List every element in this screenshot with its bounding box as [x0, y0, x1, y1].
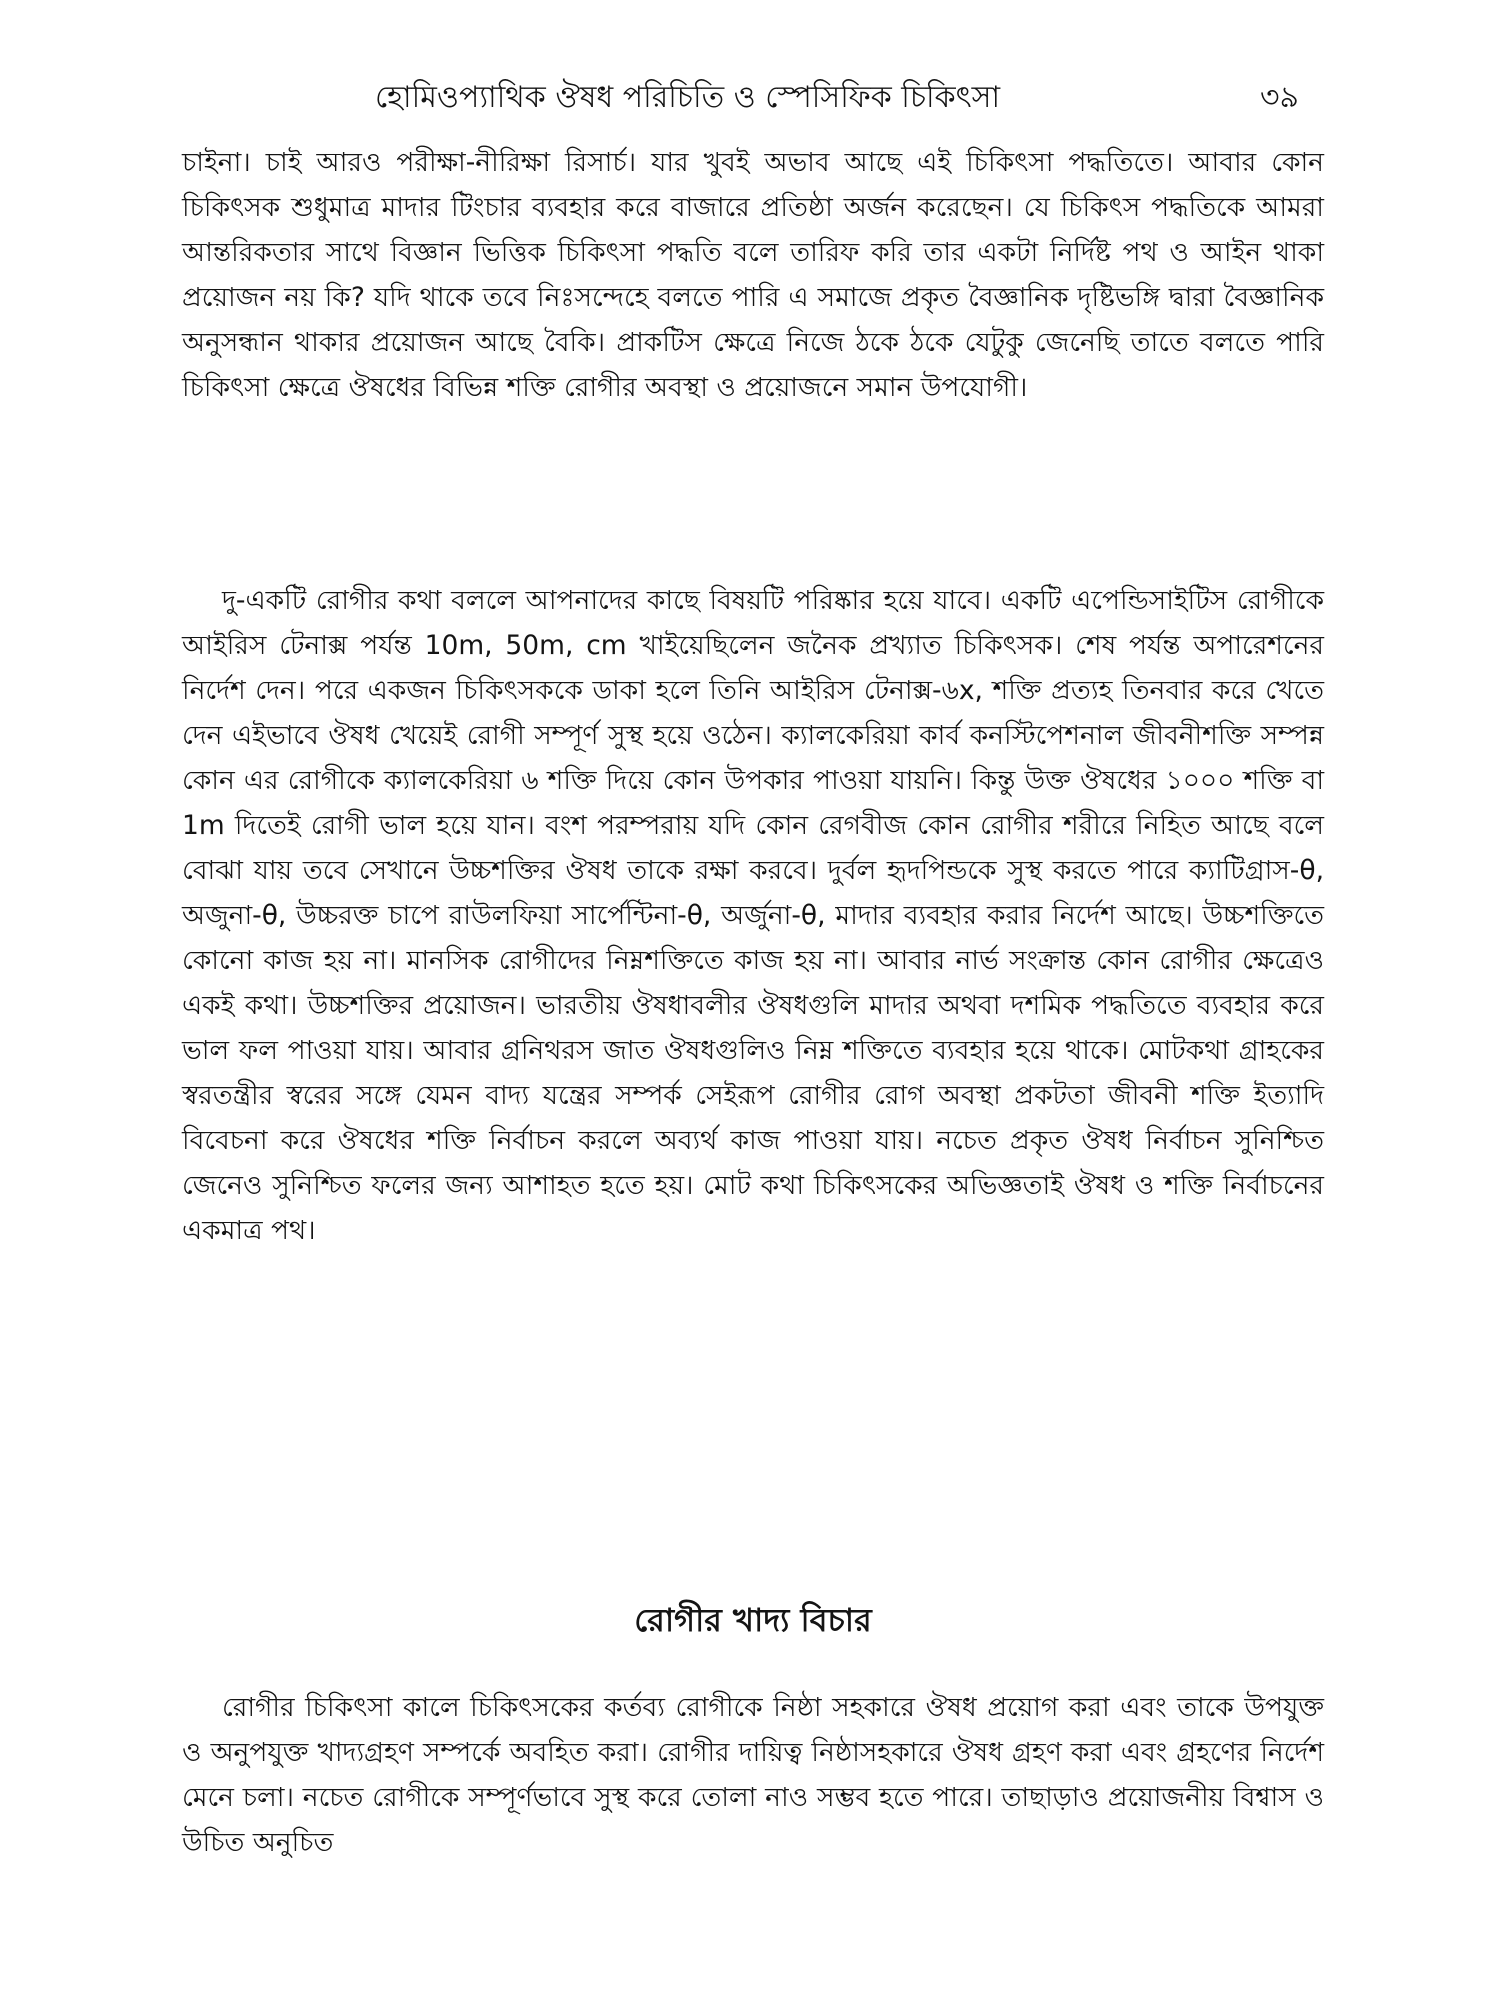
paragraph-2: দু-একটি রোগীর কথা বললে আপনাদের কাছে বিষয়টি পরিষ্কার হয়ে যাবে। একটি এপেন্ডিসাইটিস রোগীকে আইরিস টেনাক্স পর্যন্ত 10m, 50m, cm খাইয়েছিলেন জনৈক প্রখ্যাত চিকিৎসক। শেষ পর্যন্ত অপারেশনের নির্দেশ দেন। পরে একজন চিকিৎসককে ডাকা হলে তিনি আইরিস টেনাক্স-৬x, শক্তি প্রত্যহ তিনবার করে খেতে দেন এইভাবে ঔষধ খেয়েই রোগী সম্পূর্ণ সুস্থ হয়ে ওঠেন। ক্যালকেরিয়া কার্ব কনস্টিপেশনাল জীবনীশক্তি সম্পন্ন কোন এর রোগীকে ক্যালকেরিয়া ৬ শক্তি দিয়ে কোন উপকার পাওয়া যায়নি। কিন্তু উক্ত ঔষধের ১০০০ শক্তি বা 1m দিতেই রোগী ভাল হয়ে যান। বংশ পরম্পরায় যদি কোন রেগবীজ কোন রোগীর শরীরে নিহিত আছে বলে বোঝা যায় তবে সেখানে উচ্চশক্তির ঔষধ তাকে রক্ষা করবে। দুর্বল হৃদপিন্ডকে সুস্থ করতে পারে ক্যাটিগ্রাস-θ, অজুনা-θ, উচ্চরক্ত চাপে রাউলফিয়া সার্পেন্টিনা-θ, অর্জুনা-θ, মাদার ব্যবহার করার নির্দেশ আছে। উচ্চশক্তিতে কোনো কাজ হয় না। মানসিক রোগীদের নিম্নশক্তিতে কাজ হয় না। আবার নার্ভ সংক্রান্ত কোন রোগীর ক্ষেত্রেও একই কথা। উচ্চশক্তির প্রয়োজন। ভারতীয় ঔষধাবলীর ঔষধগুলি মাদার অথবা দশমিক পদ্ধতিতে ব্যবহার করে ভাল ফল পাওয়া যায়। আবার গ্রনিথরস জাত ঔষধগুলিও নিম্ন শক্তিতে ব্যবহার হয়ে থাকে। মোটকথা গ্রাহকের স্বরতন্ত্রীর স্বরের সঙ্গে যেমন বাদ্য যন্ত্রের সম্পর্ক সেইরূপ রোগীর রোগ অবস্থা প্রকটতা জীবনী শক্তি ইত্যাদি বিবেচনা করে ঔষধের শক্তি নির্বাচন করলে অব্যর্থ কাজ পাওয়া যায়। নচেত প্রকৃত ঔষধ নির্বাচন সুনিশ্চিত জেনেও সুনিশ্চিত ফলের জন্য আশাহত হতে হয়। মোট কথা চিকিৎসকের অভিজ্ঞতাই ঔষধ ও শক্তি নির্বাচনের একমাত্র পথ। [182, 585, 1324, 1246]
paragraph-1: চাইনা। চাই আরও পরীক্ষা-নীরিক্ষা রিসার্চ। যার খুবই অভাব আছে এই চিকিৎসা পদ্ধতিতে। আবার কোন চিকিৎসক শুধুমাত্র মাদার টিংচার ব্যবহার করে বাজারে প্রতিষ্ঠা অর্জন করেছেন। যে চিকিৎস পদ্ধতিকে আমরা আন্তরিকতার সাথে বিজ্ঞান ভিত্তিক চিকিৎসা পদ্ধতি বলে তারিফ করি তার একটা নির্দিষ্ট পথ ও আইন থাকা প্রয়োজন নয় কি? যদি থাকে তবে নিঃসন্দেহে বলতে পারি এ সমাজে প্রকৃত বৈজ্ঞানিক দৃষ্টিভঙ্গি দ্বারা বৈজ্ঞানিক অনুসন্ধান থাকার প্রয়োজন আছে বৈকি। প্রাকটিস ক্ষেত্রে নিজে ঠকে ঠকে যেটুকু জেনেছি তাতে বলতে পারি চিকিৎসা ক্ষেত্রে ঔষধের বিভিন্ন শক্তি রোগীর অবস্থা ও প্রয়োজনে সমান উপযোগী। [182, 147, 1324, 403]
page-number: ৩৯ [1260, 80, 1299, 115]
running-header: হোমিওপ্যাথিক ঔষধ পরিচিতি ও স্পেসিফিক চিকিৎসা [375, 80, 1001, 115]
section-paragraph: রোগীর চিকিৎসা কালে চিকিৎসকের কর্তব্য রোগীকে নিষ্ঠা সহকারে ঔষধ প্রয়োগ করা এবং তাকে উপযুক্ত ও অনুপযুক্ত খাদ্যগ্রহণ সম্পর্কে অবহিত করা। রোগীর দায়িত্ব নিষ্ঠাসহকারে ঔষধ গ্রহণ করা এবং গ্রহণের নির্দেশ মেনে চলা। নচেত রোগীকে সম্পূর্ণভাবে সুস্থ করে তোলা নাও সম্ভব হতে পারে। তাছাড়াও প্রয়োজনীয় বিশ্বাস ও উচিত অনুচিত [182, 1692, 1324, 1858]
section-heading: রোগীর খাদ্য বিচার [634, 1601, 872, 1639]
